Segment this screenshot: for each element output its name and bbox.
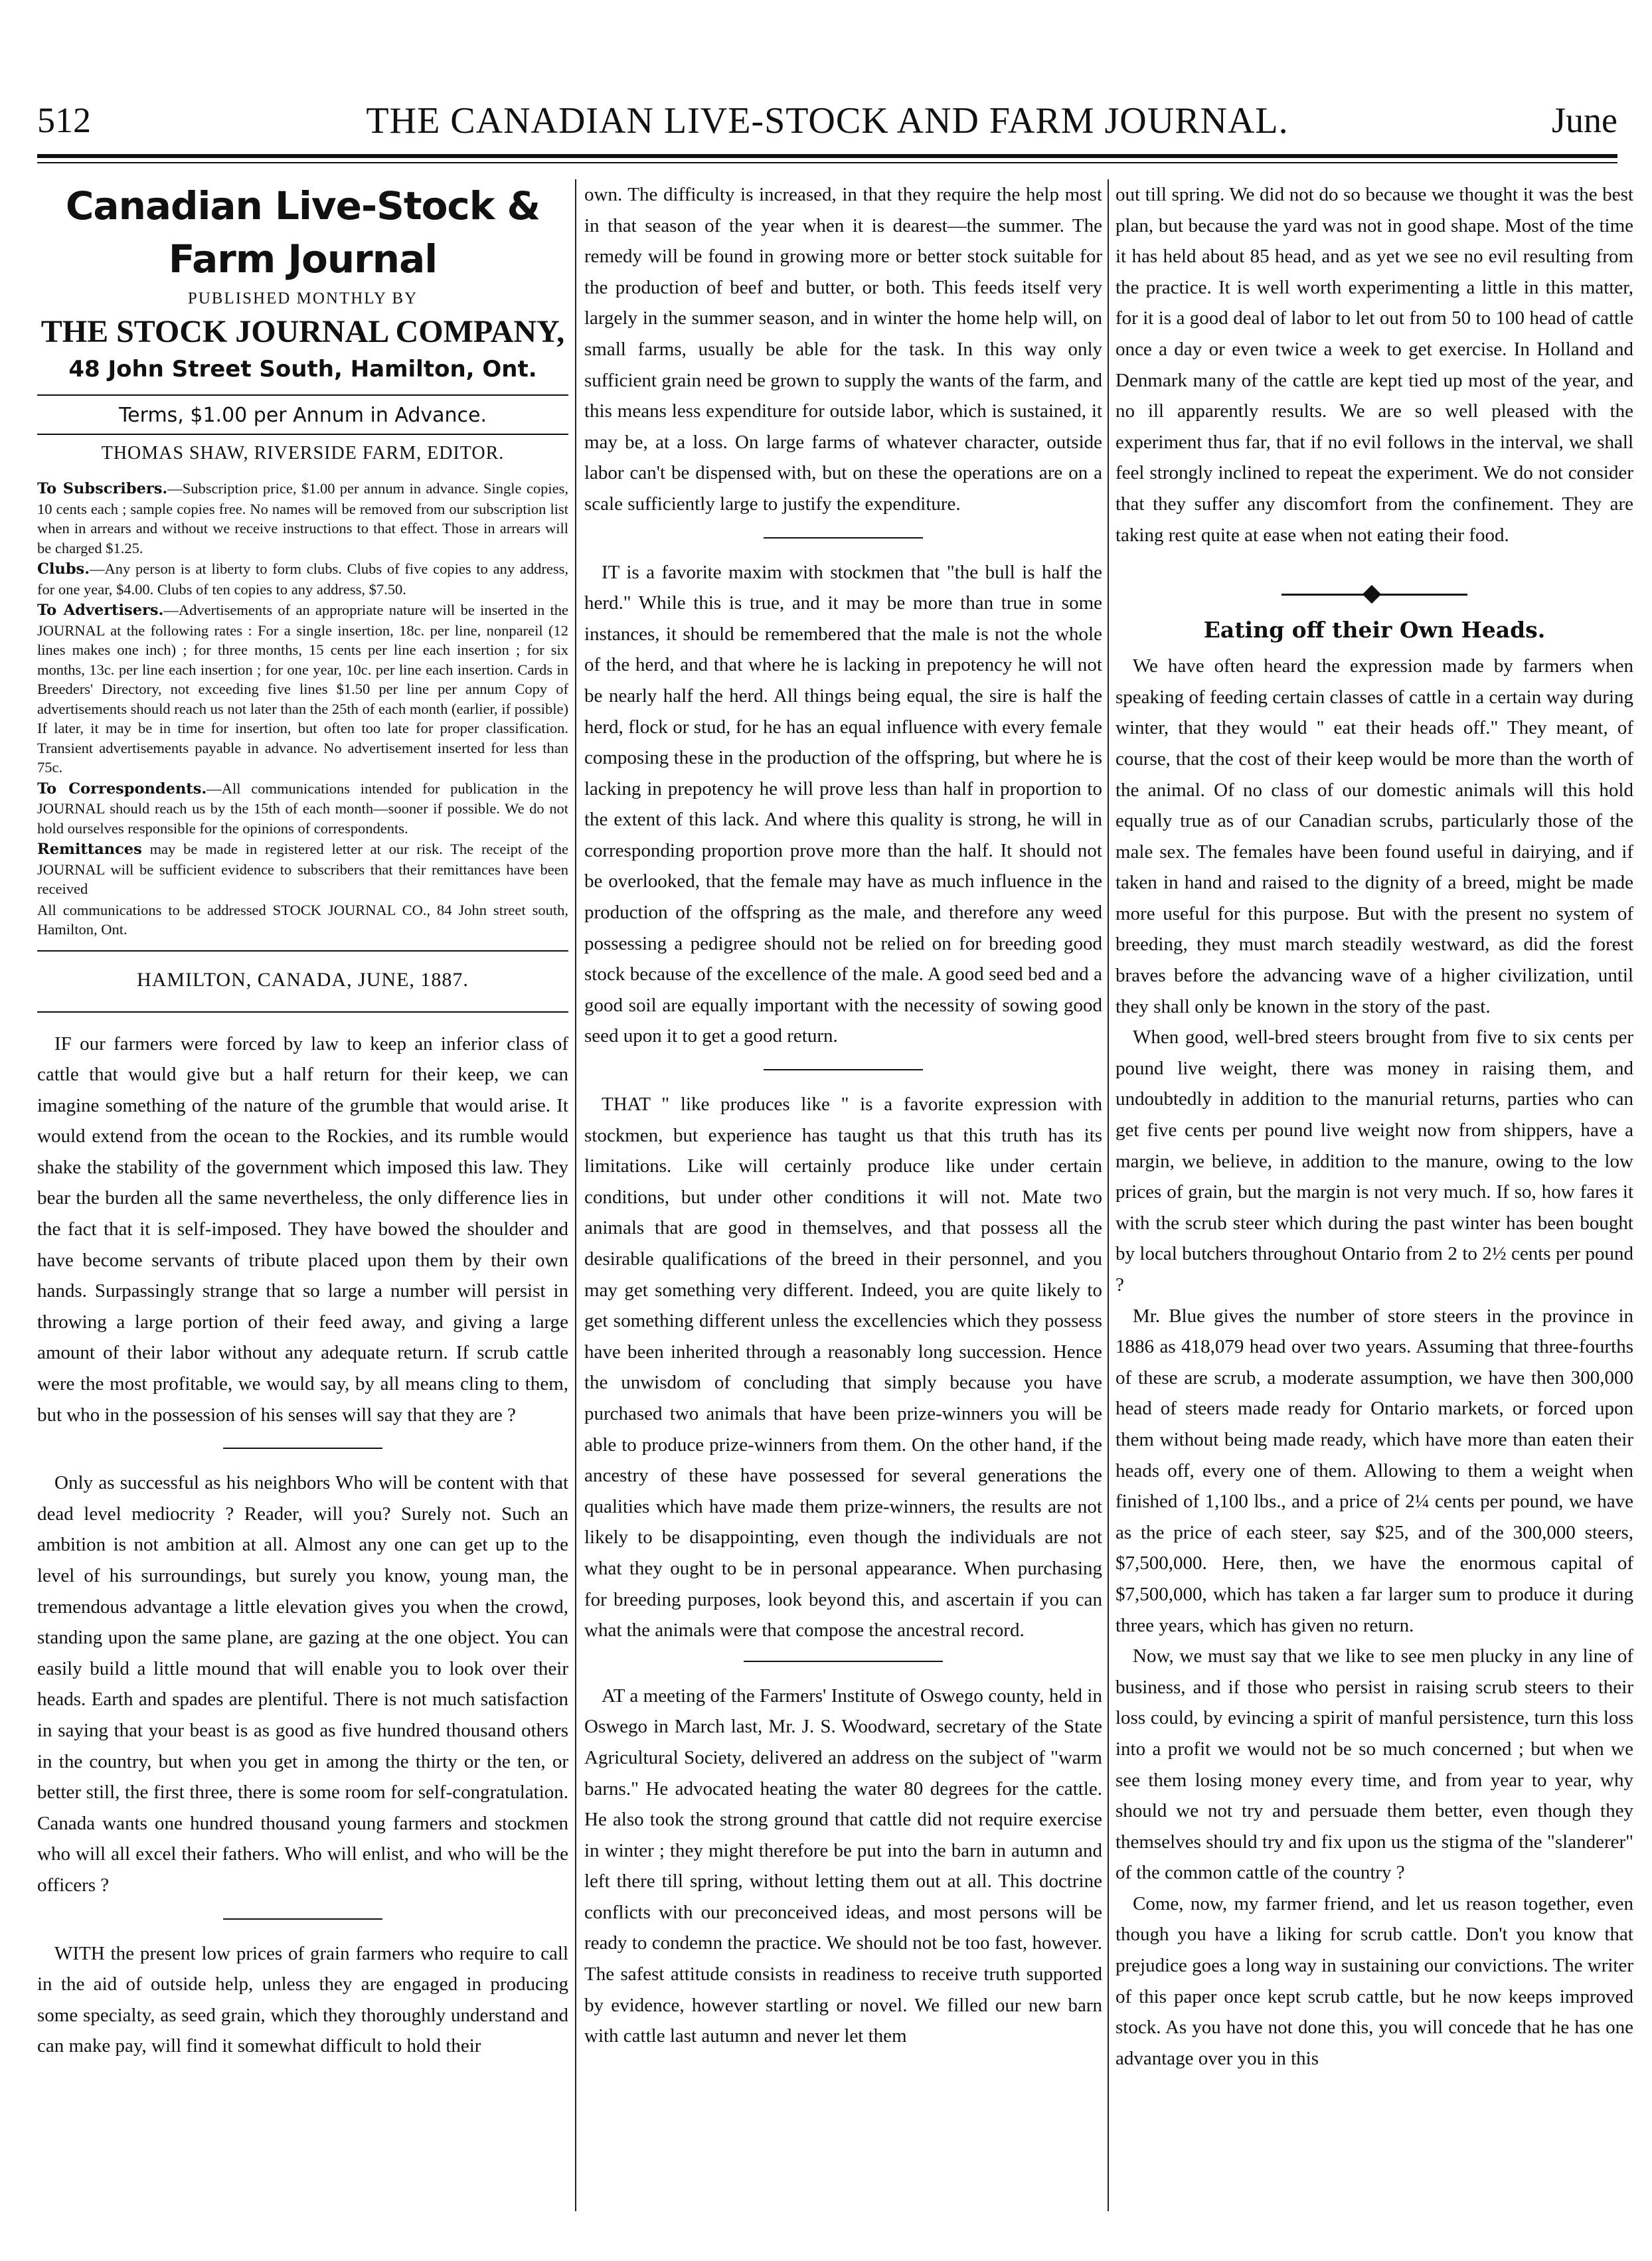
header-rule-thin [37,162,1617,163]
notice-head: To Correspondents. [37,780,207,797]
masthead-address: 48 John Street South, Hamilton, Ont. [68,356,537,382]
editorial-paragraph: out till spring. We did not do so because we thought it was the best plan, but because the yard was not in good shape. Most of the time it has held about 85 head, and as yet we see no evil resulting from the practice. It is well worth experimenting a little in this matter, for it is a good deal of labor to let out from 50 to 100 head of cattle once a day or even twice a week to get exercise. In Holland and Denmark many of the cattle are kept tied up most of the year, and no ill apparently results. We are so well pleased with the experiment thus far, that if no evil follows in the interval, we shall feel strongly inclined to repeat the experiment. We do not consider that they suffer any discomfort from the confinement. They are taking rest quite at ease when not eating their food. [1115,184,1633,546]
masthead-terms: Terms, $1.00 per Annum in Advance. [118,404,487,427]
section-separator [764,537,923,539]
editorial-paragraph: Only as successful as his neighbors Who will be content with that dead level mediocrity ? Reader, will you? Surely not. Such an ambition is not ambition at all. Almost any one can get up to the level of his surroundings, but surely you know, young man, the tremendous advantage a little elevation gives you when the crowd, standing upon the same plane, are gazing at the one object. You can easily build a little mound that will enable you to look over their heads. Earth and spades are plentiful. There is not much satisfaction in saying that your beast is as good as five hundred thousand others in the country, but when you get in among the thirty or the ten, or better still, the first three, there is some room for self-congratulation. Canada wants one hundred thousand young farmers and stockmen who will all excel their fathers. Who will enlist, and who will be the officers ? [37,1472,568,1896]
notice-correspondents [37,779,568,839]
article-paragraph: We have often heard the expression made by farmers when speaking of feeding certain classes of cattle in a certain way during winter, that they would " eat their heads off." They meant, of course, that the cost of their keep would be more than the worth of the animal. Of no class of our domestic animals will this hold equally true as of our Canadian scrubs, particularly those of the male sex. The females have been found useful in dairying, and if taken in hand and raised to the dignity of a breed, might be made more useful for this purpose. But with the present no system of breeding, they must march steadily westward, as did the forest braves before the advancing wave of a higher civilization, until they shall only be known in the story of the past. [1115,655,1633,1017]
issue-month: June [1552,100,1617,140]
dateline-rule [37,1011,568,1013]
notice-advertisers [37,600,568,778]
notice-text: may be made in registered letter at our risk. The receipt of the JOURNAL will be sufficient evidence to subscribers that their remittances have been received [37,841,568,897]
masthead-published: PUBLISHED MONTHLY BY [187,290,418,307]
article-paragraph: Now, we must say that we like to see men plucky in any line of business, and if those who persist in raising scrub steers to their loss could, by evincing a spirit of manful persistence, turn this loss into a profit we would not be so much concerned ; but when we see them losing money every time, and from year to year, why should we not try and persuade them better, even though they themselves should try and fix upon us the stigma of the "slanderer" of the common cattle of the country ? [1115,1645,1633,1884]
editorial-paragraph: own. The difficulty is increased, in that they require the help most in that season of the year when it is dearest—the summer. The remedy will be found in growing more or better stock suitable for the production of beef and butter, or both. This feeds itself very largely in the summer season, and in winter the home help will, on small farms, usually be able for the task. In this way only sufficient grain need be grown to supply the wants of the farm, and this means less expenditure for outside labor, which is sustained, it may be, at a loss. On large farms of whatever character, outside labor can't be dispensed with, but on these the operations are on a scale sufficiently large to justify the expenditure. [584,184,1102,515]
section-separator [223,1448,382,1449]
running-header [37,100,1617,146]
notice-text: —Subscription price, $1.00 per annum in advance. Single copies, 10 cents each ; sample copies free. No names will be removed from our subscription list when in arrears and without we receive instructions to that effect. Those in arrears will be charged $1.25. [37,480,568,556]
notice-clubs [37,559,568,599]
notice-head: Clubs. [37,560,90,578]
article-paragraph: When good, well-bred steers brought from five to six cents per pound live weight, there was money in raising them, and undoubtedly in addition to the manurial returns, parties who can get five cents per pound live weight now from shippers, have a margin, we believe, in addition to the manure, owing to the low prices of grain, but the margin is not very much. If so, how fares it with the scrub steer which during the past winter has been bought by local butchers throughout Ontario from 2 to 2½ cents per pound ? [1115,1027,1633,1296]
section-separator [764,1069,923,1070]
notices [37,479,568,940]
notice-remittances [37,839,568,899]
page-number: 512 [37,100,91,140]
notice-text: —All communications intended for publication in the JOURNAL should reach us by the 15th of each month—sooner if possible. We do not hold ourselves responsible for the opinions of correspondents. [37,780,568,837]
article-paragraph: Mr. Blue gives the number of store steers in the province in 1886 as 418,079 head over two years. Assuming that three-fourths of these are scrub, a moderate assumption, we have then 300,000 head of steers made ready for Ontario markets, or forced upon them without being made ready, which have more than eaten their heads off, every one of them. Allowing to them a weight when finished of 1,100 lbs., and a price of 2¼ cents per pound, we have as the price of each steer, say $25, and of the 300,000 steers, $7,500,000. Here, then, we have the enormous capital of $7,500,000, which has taken a far larger sum to produce it during three years, which has given no return. [1115,1305,1633,1636]
masthead-rule [37,394,568,396]
article-heading: Eating off their Own Heads. [1203,617,1546,643]
notice-address [37,900,568,940]
editorial-paragraph: AT a meeting of the Farmers' Institute of Oswego county, held in Oswego in March last, Mr. J. S. Woodward, secretary of the State Agricultural Society, delivered an address on the subject of "warm barns." He advocated heating the water 80 degrees for the cattle. He also took the strong ground that cattle did not require exercise in winter ; they might therefore be put into the barn in autumn and left there till spring, without letting them out at all. This doctrine conflicts with our preconceived ideas, and most persons will be ready to condemn the practice. We should not be too fast, however. The safest attitude consists in readiness to receive truth supported by evidence, however startling or novel. We filled our new barn with cattle last autumn and never let them [584,1685,1102,2047]
section-separator [744,1661,943,1662]
notice-text: —Any person is at liberty to form clubs. Clubs of five copies to any address, for one year, $4.00. Clubs of ten copies to any address, $7.50. [37,560,568,598]
column-rule-2 [1108,179,1109,2211]
editorial-paragraph: THAT " like produces like " is a favorite expression with stockmen, but experience has taught us that this truth has its limitations. Like will certainly produce like under certain conditions, but under other conditions it will not. Mate two animals that are good in themselves, and that possess all the desirable qualifications of the breed in their personnel, and you may get something very different. Indeed, you are quite likely to get something different unless the excellencies which they possess have been inherited through a reasonably long succession. Hence the unwisdom of concluding that simply because you have purchased two animals that have been prize-winners you will be able to produce prize-winners from them. On the other hand, if the ancestry of these have possessed for several generations the qualities which have made them prize-winners, the results are not likely to be disappointing, even though the individuals are not what they ought to be in personal appearance. When purchasing for breeding purposes, look beyond this, and ascertain if you can what the animals were that compose the ancestral record. [584,1094,1102,1641]
masthead-rule [37,434,568,435]
column-rule-1 [575,179,576,2211]
masthead-company: THE STOCK JOURNAL COMPANY, [41,314,565,349]
notice-head: To Advertisers. [37,602,164,619]
ornamental-rule [1281,590,1467,600]
article-paragraph: Come, now, my farmer friend, and let us reason together, even though you have a liking for scrub cattle. Don't you know that prejudice goes a long way in sustaining our convictions. The writer of this paper once kept scrub cattle, but he now keeps improved stock. As you have not done this, you will concede that he has one advantage over you in this [1115,1892,1633,2069]
editorial-paragraph: IF our farmers were forced by law to keep an inferior class of cattle that would give but a half return for their keep, we can imagine something of the nature of the grumble that would arise. It would extend from the ocean to the Rockies, and its rumble would shake the stability of the government which imposed this law. They bear the burden all the same nevertheless, the only difference lies in the fact that it is self-imposed. They have bowed the shoulder and have become servants of tribute placed upon them by their own hands. Surpassingly strange that so large a number will persist in throwing a large portion of their feed away, and giving a large amount of their labor without any adequate return. If scrub cattle were the most profitable, we would say, by all means cling to them, but who in the possession of his senses will say that they are ? [37,1033,568,1426]
editorial-paragraph: WITH the present low prices of grain farmers who require to call in the aid of outside help, unless they are engaged in producing some specialty, as seed grain, which they thoroughly understand and can make pay, will find it somewhat difficult to hold their [37,1942,568,2057]
section-separator [223,1918,382,1920]
column-1 [37,179,568,2062]
notice-head: Remittances [37,841,142,858]
column-3 [1115,179,1633,2074]
dateline: HAMILTON, CANADA, JUNE, 1887. [137,968,469,991]
header-rule-thick [37,154,1617,158]
notice-subscribers [37,479,568,558]
notice-text: —Advertisements of an appropriate nature will be inserted in the JOURNAL at the following rates : For a single insertion, 18c. per line, nonpareil (12 lines makes one inch) ; for three months, 15 cents per line each insertion ; for six months, 13c. per line each insertion ; for one year, 10c. per line each insertion. Cards in Breeders' Directory, not exceeding five lines $1.50 per line per annum Copy of advertisements should reach us not later than the 25th of each month (earlier, if possible) If later, it may be in time for insertion, but often too late for proper classification. Transient advertisements payable in advance. No advertisement inserted for less than 75c. [37,602,568,776]
masthead-title: Canadian Live-Stock & Farm Journal [65,183,540,282]
column-2 [584,179,1102,2052]
editorial-paragraph: IT is a favorite maxim with stockmen that "the bull is half the herd." While this is true, and it may be more than true in some instances, it should be remembered that the male is not the whole of the herd, and that where he is lacking in prepotency he will not be nearly half the herd. All things being equal, the sire is half the herd, flock or stud, for he has an equal influence with every female composing these in the production of the offspring, but where he is lacking in prepotency he will prove less than half in proportion to the extent of this lack. And where this quality is strong, he will in corresponding proportion prove more than the half. It should not be overlooked, that the female may have as much influence in the production of the offspring as the male, and therefore any weed possessing a pedigree should not be relied on for breeding good stock because of the excellence of the male. A good seed bed and a good soil are equally important with the necessity of sowing good seed upon it to get a good return. [584,561,1102,1047]
notice-text: All communications to be addressed STOCK JOURNAL CO., 84 John street south, Hamilton, Ont. [37,901,568,938]
masthead-editor: THOMAS SHAW, RIVERSIDE FARM, EDITOR. [101,443,505,463]
notices-rule [37,950,568,952]
masthead [37,179,568,464]
journal-title: THE CANADIAN LIVE-STOCK AND FARM JOURNAL. [366,100,1289,141]
notice-head: To Subscribers. [37,480,168,497]
